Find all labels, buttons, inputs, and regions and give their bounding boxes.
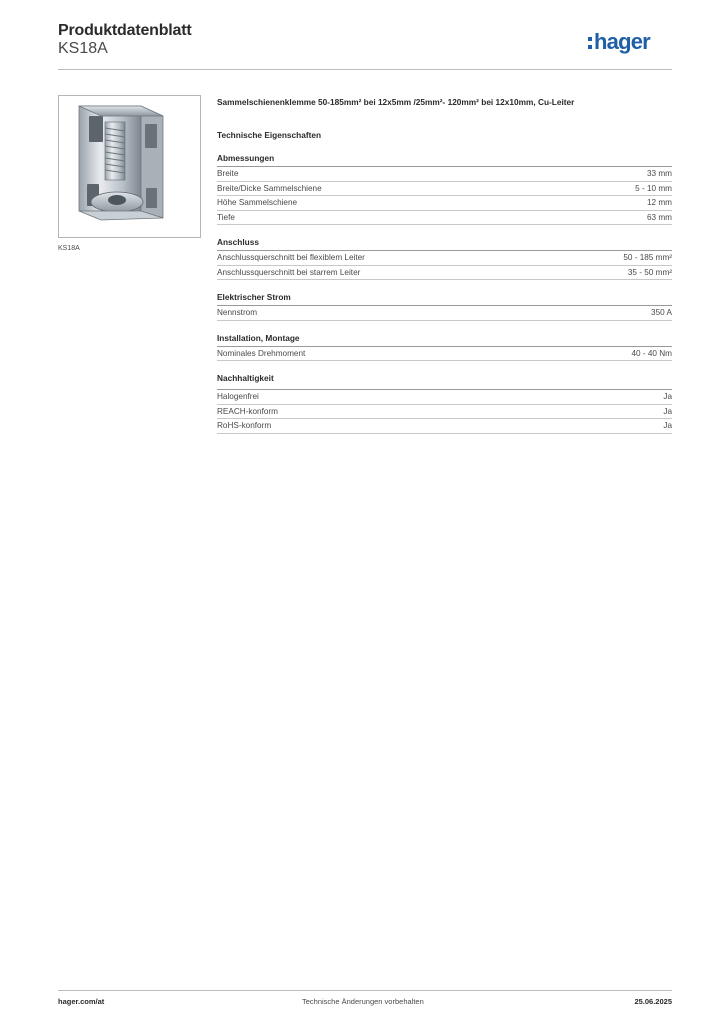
header-divider xyxy=(58,69,672,70)
spec-label: Tiefe xyxy=(217,212,235,222)
spec-row xyxy=(217,347,672,362)
spec-label: REACH-konform xyxy=(217,406,278,416)
spec-row xyxy=(217,167,672,182)
spec-row xyxy=(217,251,672,266)
spec-label: Anschlussquerschnitt bei starrem Leiter xyxy=(217,267,361,277)
section-title: Technische Eigenschaften xyxy=(217,130,322,140)
spec-value: Ja xyxy=(663,392,672,401)
group-title: Abmessungen xyxy=(217,153,672,167)
group-title: Nachhaltigkeit xyxy=(217,373,672,390)
spec-value: 350 A xyxy=(651,308,672,317)
footer-date: 25.06.2025 xyxy=(634,997,672,1006)
spec-row xyxy=(217,306,672,321)
spec-group-electric-current xyxy=(217,292,672,321)
spec-row xyxy=(217,390,672,405)
spec-group-connection xyxy=(217,237,672,280)
spec-value: 35 - 50 mm² xyxy=(627,267,672,277)
spec-value: 40 - 40 Nm xyxy=(631,348,672,358)
spec-row xyxy=(217,266,672,281)
spec-label: Nennstrom xyxy=(217,308,258,317)
spec-row xyxy=(217,182,672,197)
spec-label: Halogenfrei xyxy=(217,392,259,401)
spec-label: Höhe Sammelschiene xyxy=(217,198,298,207)
spec-value: 12 mm xyxy=(646,198,672,207)
spec-row xyxy=(217,196,672,211)
spec-value: Ja xyxy=(663,421,672,430)
image-caption: KS18A xyxy=(58,245,80,252)
spec-label: Nominales Drehmoment xyxy=(217,348,306,358)
footer-website-link[interactable]: hager.com/at xyxy=(58,997,105,1006)
spec-group-dimensions xyxy=(217,153,672,225)
busbar-clamp-image xyxy=(59,96,200,237)
spec-label: Anschlussquerschnitt bei flexiblem Leiter xyxy=(217,253,365,262)
spec-row xyxy=(217,211,672,226)
spec-value: 50 - 185 mm² xyxy=(623,253,672,262)
spec-value: 5 - 10 mm xyxy=(635,183,672,193)
product-description: Sammelschienenklemme 50-185mm² bei 12x5mm /25mm²- 120mm² bei 12x10mm, Cu-Leiter xyxy=(217,97,575,107)
spec-group-sustainability xyxy=(217,373,672,434)
spec-label: RoHS-konform xyxy=(217,421,272,430)
logo-text: hager xyxy=(594,29,650,54)
spec-row xyxy=(217,419,672,434)
specification-content xyxy=(217,97,672,434)
product-image xyxy=(58,95,201,238)
spec-value: 33 mm xyxy=(646,169,672,178)
hager-logo xyxy=(588,26,672,56)
document-title: Produktdatenblatt xyxy=(58,22,192,39)
spec-group-installation xyxy=(217,333,672,362)
footer-divider xyxy=(58,990,672,991)
spec-value: 63 mm xyxy=(646,212,672,222)
page-header xyxy=(58,20,672,68)
footer-notice: Technische Änderungen vorbehalten xyxy=(302,997,424,1006)
spec-row xyxy=(217,405,672,420)
group-title: Elektrischer Strom xyxy=(217,292,672,306)
spec-label: Breite/Dicke Sammelschiene xyxy=(217,183,322,193)
product-code: KS18A xyxy=(58,40,108,57)
spec-label: Breite xyxy=(217,169,239,178)
spec-value: Ja xyxy=(663,406,672,416)
group-title: Anschluss xyxy=(217,237,672,251)
group-title: Installation, Montage xyxy=(217,333,672,347)
